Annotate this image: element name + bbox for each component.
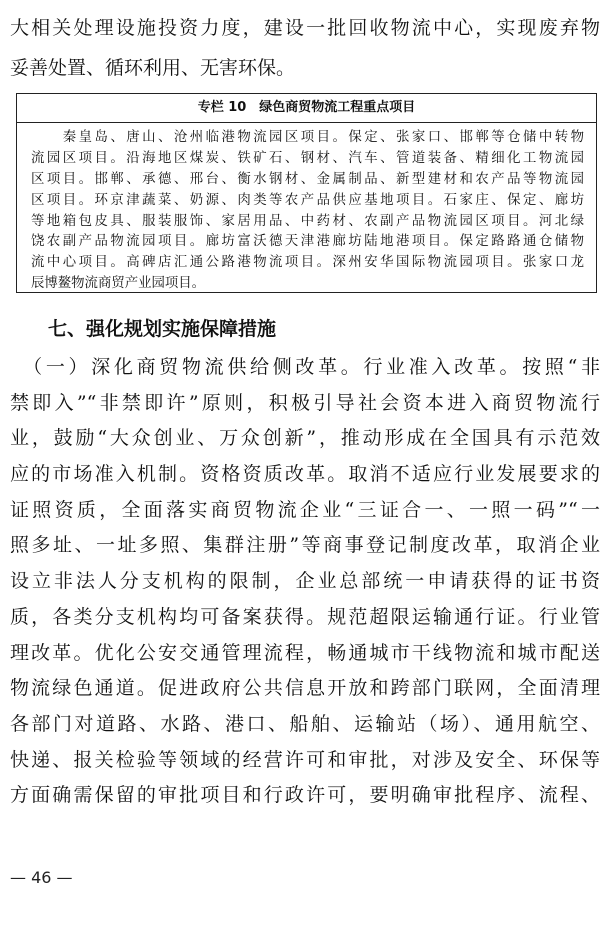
column-box-body bbox=[17, 123, 596, 295]
body-line: 快递、报关检验等领域的经营许可和审批，对涉及安全、环保等 bbox=[10, 748, 600, 771]
body-line: 方面确需保留的审批项目和行政许可，要明确审批程序、流程、 bbox=[10, 784, 600, 807]
column-box-line: 饶农副产品物流园项目。廊坊富沃德天津港廊坊陆地港项目。保定路路通仓储物 bbox=[31, 234, 584, 250]
body-line: 业，鼓励“大众创业、万众创新”，推动形成在全国具有示范效 bbox=[10, 427, 600, 450]
body-line: 质，各类分支机构均可备案获得。规范超限运输通行证。行业管 bbox=[10, 605, 600, 628]
page-number: — 46 — bbox=[10, 868, 73, 887]
column-box-line: 等地箱包皮具、服装服饰、家居用品、中药材、农副产品物流园区项目。河北绿 bbox=[31, 213, 584, 229]
body-line: 理改革。优化公安交通管理流程，畅通城市干线物流和城市配送 bbox=[10, 641, 600, 664]
column-box-green-logistics bbox=[16, 93, 597, 293]
column-box-line: 秦皇岛、唐山、沧州临港物流园区项目。保定、张家口、邯郸等仓储中转物 bbox=[31, 130, 584, 145]
intro-paragraph bbox=[10, 8, 600, 88]
body-line: 应的市场准入机制。资格资质改革。取消不适应行业发展要求的 bbox=[10, 463, 600, 486]
body-line: 证照资质，全面落实商贸物流企业“三证合一、一照一码”“一 bbox=[10, 498, 600, 521]
intro-line: 妥善处置、循环利用、无害环保。 bbox=[10, 57, 296, 79]
body-paragraph bbox=[10, 350, 600, 814]
body-line: 各部门对道路、水路、港口、船舶、运输站（场）、通用航空、 bbox=[10, 712, 600, 735]
column-box-line: 区项目。邯郸、承德、邢台、衡水钢材、金属制品、新型建材和农产品等物流园 bbox=[31, 171, 584, 187]
body-line: 照多址、一址多照、集群注册”等商事登记制度改革，取消企业 bbox=[10, 534, 600, 557]
column-box-line: 区项目。环京津蔬菜、奶源、肉类等农产品供应基地项目。石家庄、保定、廊坊 bbox=[31, 192, 584, 208]
body-line: 物流绿色通道。促进政府公共信息开放和跨部门联网，全面清理 bbox=[10, 677, 600, 700]
column-box-title: 专栏 10 绿色商贸物流工程重点项目 bbox=[17, 94, 596, 123]
column-box-line: 辰博鳌物流商贸产业园项目。 bbox=[31, 276, 206, 292]
intro-line: 大相关处理设施投资力度，建设一批回收物流中心，实现废弃物 bbox=[10, 17, 600, 39]
body-line: 禁即入”“非禁即许”原则，积极引导社会资本进入商贸物流行 bbox=[10, 391, 600, 414]
body-line: （一）深化商贸物流供给侧改革。行业准入改革。按照“非 bbox=[10, 356, 600, 378]
section-heading: 七、强化规划实施保障措施 bbox=[48, 318, 277, 340]
column-box-line: 流中心项目。高碑店汇通公路港物流项目。深州安华国际物流园项目。张家口龙 bbox=[31, 255, 584, 271]
body-line: 设立非法人分支机构的限制，企业总部统一申请获得的证书资 bbox=[10, 570, 600, 593]
column-box-line: 流园区项目。沿海地区煤炭、铁矿石、钢材、汽车、管道装备、精细化工物流园 bbox=[31, 150, 584, 166]
